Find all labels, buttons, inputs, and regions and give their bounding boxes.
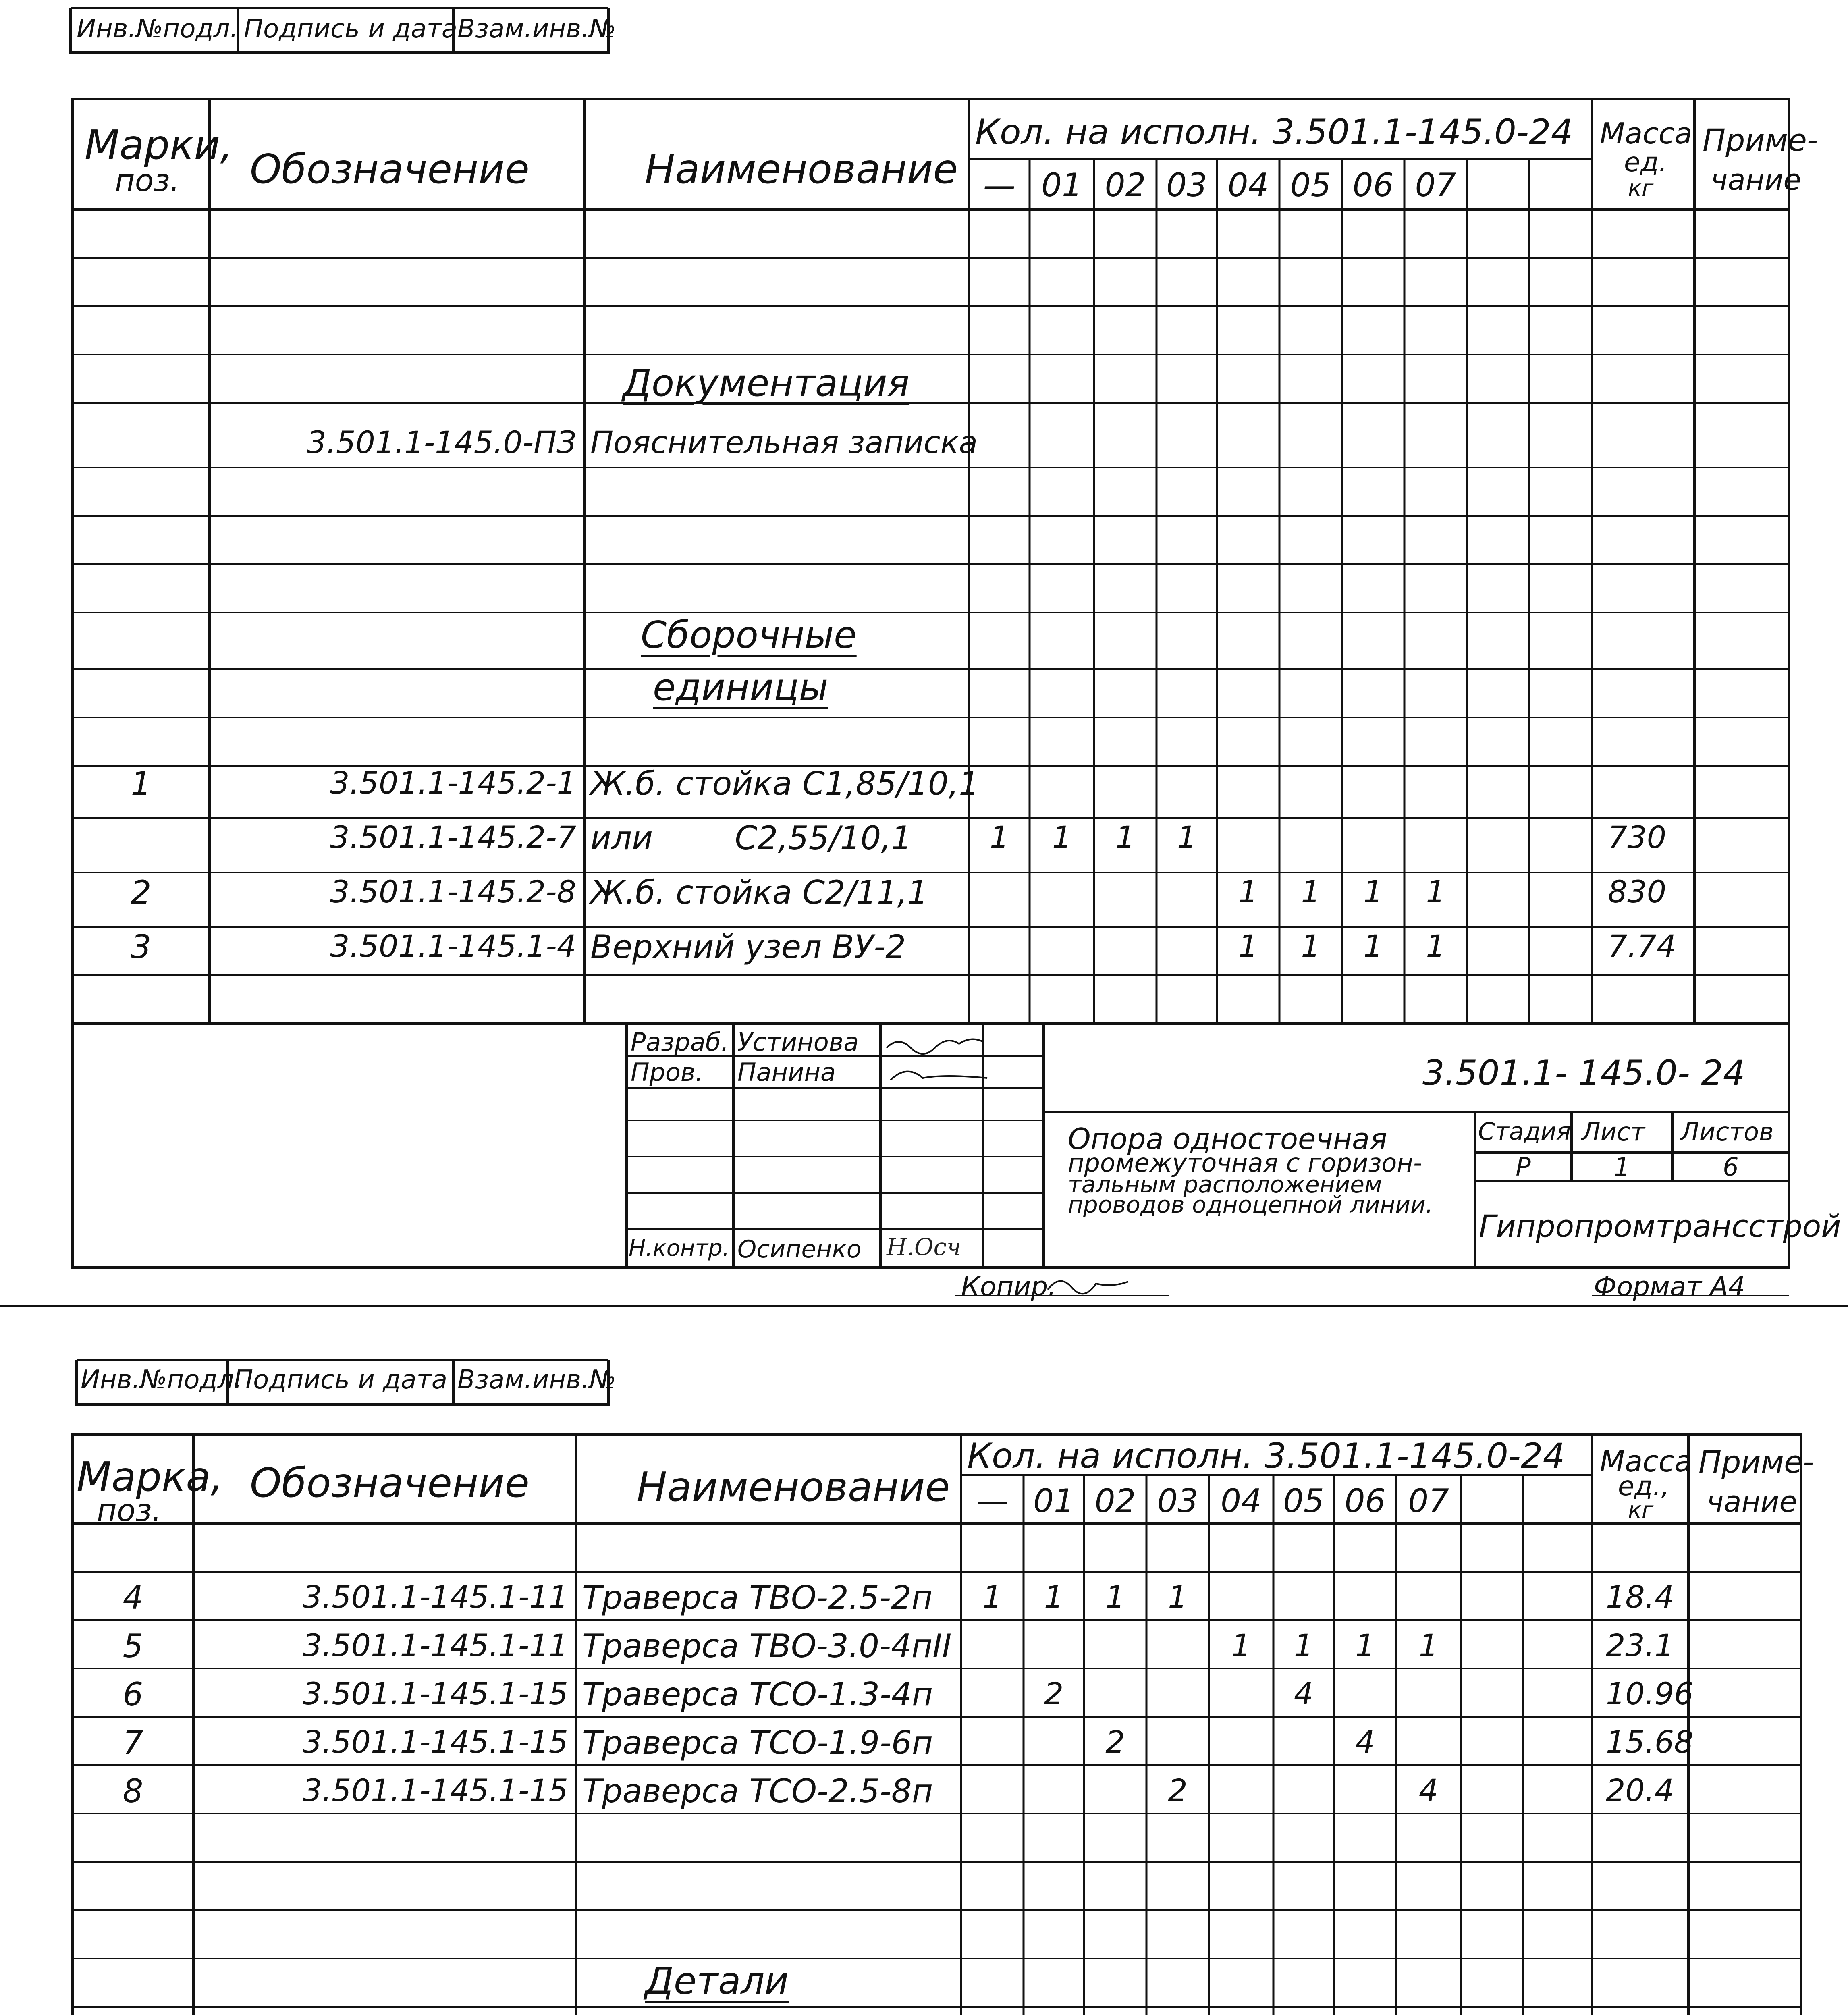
header-prim: Приме- (1703, 122, 1818, 158)
header-oboz-2: Обозначение (250, 1459, 529, 1506)
header-qty-col: 03 (1166, 166, 1207, 204)
row-oboz: 3.501.1-145.1-15 (302, 1772, 568, 1808)
row-qty: 2 (1044, 1676, 1064, 1712)
tb-list: Лист (1582, 1117, 1645, 1147)
tb-razrab-name: Устинова (737, 1027, 859, 1057)
header-qty-col: 01 (1033, 1482, 1074, 1520)
header-qty-col: 07 (1415, 166, 1456, 204)
tb-name-4: проводов одноцепной линии. (1068, 1191, 1433, 1218)
row-naim: Верхний узел ВУ-2 (590, 928, 906, 966)
header-qty-col: 06 (1344, 1482, 1386, 1520)
tb-code: 3.501.1- 145.0- 24 (1422, 1053, 1745, 1093)
row-qty: 1 (989, 819, 1009, 855)
stamp-podpis: Подпись и дата (244, 14, 458, 44)
header-massa: Масса (1600, 116, 1692, 150)
row-massa: 10.96 (1606, 1676, 1694, 1712)
header-prim-2: Приме- (1698, 1444, 1814, 1480)
row-oboz: 3.501.1-145.2-1 (330, 765, 576, 801)
tb-prov: Пров. (631, 1057, 704, 1087)
row-qty: 1 (1231, 1627, 1251, 1663)
row-marka: 6 (123, 1676, 143, 1713)
header-massa-2: Масса (1600, 1444, 1692, 1478)
row-qty: 4 (1355, 1724, 1375, 1760)
row-massa: 20.4 (1606, 1772, 1674, 1808)
row-qty: 4 (1418, 1772, 1439, 1808)
header-poz-2: поз. (97, 1492, 162, 1528)
row-qty: 1 (1301, 874, 1321, 910)
row-qty: 1 (1238, 874, 1258, 910)
row-oboz: 3.501.1-145.1-11 (302, 1627, 568, 1663)
row-marka: 7 (123, 1724, 143, 1762)
header-marka-2: Марка, (77, 1453, 224, 1500)
footer-kopir: Копир. (961, 1271, 1057, 1302)
row-oboz: 3.501.1-145.1-4 (330, 928, 576, 964)
header-qty-col: — (983, 166, 1015, 204)
sheet-2-grid (0, 1322, 1848, 2015)
signature-nkontr: H.Осч (887, 1233, 961, 1261)
row-qty: 1 (982, 1579, 1002, 1615)
row-marka: 2 (131, 874, 152, 911)
row-naim: Пояснительная записка (590, 424, 978, 460)
row-qty: 2 (1105, 1724, 1125, 1760)
stamp-podpis-2: Подпись и дата (234, 1365, 448, 1395)
row-qty: 1 (1115, 819, 1135, 855)
row-naim: Траверса ТВО-3.0-4пII (582, 1627, 952, 1665)
tb-stadia: Стадия (1478, 1118, 1571, 1146)
header-massa-ed: ед. (1624, 147, 1667, 178)
row-qty: 1 (1418, 1627, 1439, 1663)
tb-list-value: 1 (1614, 1152, 1630, 1182)
header-qty-col: 05 (1290, 166, 1331, 204)
tb-name-2: промежуточная с горизон- (1068, 1148, 1422, 1178)
header-naim: Наименование (645, 145, 958, 193)
row-oboz: 3.501.1-145.2-7 (330, 819, 576, 855)
row-oboz: 3.501.1-145.1-11 (302, 1579, 568, 1615)
tb-org: Гипропромтрансстрой (1479, 1208, 1841, 1244)
row-qty: 1 (1052, 819, 1072, 855)
header-marka: Марки, (85, 121, 233, 168)
header-prim2-2: чание (1707, 1485, 1797, 1519)
header-qty-col: 02 (1105, 166, 1146, 204)
row-marka: 1 (131, 765, 152, 802)
row-naim: Траверса ТСО-1.9-6п (582, 1724, 933, 1762)
section-assembly: Сборочные (641, 613, 857, 656)
stamp-inv-podl-2: Инв.№подл. (81, 1365, 242, 1395)
tb-name-3: тальным расположением (1068, 1171, 1382, 1198)
header-naim-2: Наименование (637, 1463, 950, 1510)
row-massa: 18.4 (1606, 1579, 1674, 1615)
row-qty: 1 (1426, 928, 1445, 964)
header-qty-col: 07 (1408, 1482, 1449, 1520)
row-qty: 1 (1301, 928, 1321, 964)
sheet-2 (0, 1322, 1848, 2015)
section-details: Детали (645, 1959, 789, 2003)
header-qty-col: 04 (1227, 166, 1269, 204)
row-naim: Траверса ТВО-2.5-2п (582, 1579, 933, 1616)
row-marka: 3 (131, 928, 152, 966)
header-kol-2: Кол. на исполн. 3.501.1-145.0-24 (967, 1436, 1565, 1476)
header-massa-kg-2: кг (1628, 1497, 1654, 1523)
row-oboz: 3.501.1-145.0-ПЗ (307, 424, 576, 460)
row-naim: Ж.б. стойка С1,85/10,1 (590, 765, 980, 802)
row-qty: 1 (1355, 1627, 1375, 1663)
row-qty: 1 (1044, 1579, 1064, 1615)
row-qty: 1 (1168, 1579, 1188, 1615)
header-qty-col: 05 (1283, 1482, 1324, 1520)
row-qty: 1 (1426, 874, 1445, 910)
row-naim: или С2,55/10,1 (590, 819, 912, 857)
header-qty-col: 01 (1041, 166, 1082, 204)
tb-listov-value: 6 (1723, 1152, 1739, 1182)
stamp-vzam: Взам.инв.№ (457, 14, 616, 44)
section-assembly-2: единицы (653, 666, 828, 709)
row-qty: 1 (1363, 874, 1383, 910)
row-massa: 15.68 (1606, 1724, 1694, 1760)
row-qty: 1 (1294, 1627, 1314, 1663)
row-oboz: 3.501.1-145.1-15 (302, 1724, 568, 1760)
row-naim: Траверса ТСО-1.3-4п (582, 1676, 933, 1713)
row-massa: 830 (1608, 874, 1667, 910)
row-massa: 23.1 (1606, 1627, 1674, 1663)
row-naim: Траверса ТСО-2.5-8п (582, 1772, 933, 1810)
tb-stadia-value: Р (1516, 1152, 1531, 1182)
row-naim: Ж.б. стойка С2/11,1 (590, 874, 928, 911)
row-qty: 2 (1168, 1772, 1188, 1808)
header-massa-ed-2: ед., (1618, 1471, 1670, 1502)
tb-nkontr: Н.контр. (629, 1235, 730, 1261)
header-qty-col: 06 (1352, 166, 1394, 204)
row-qty: 1 (1238, 928, 1258, 964)
header-massa-kg: кг (1628, 175, 1654, 202)
header-oboz: Обозначение (250, 145, 529, 193)
row-qty: 1 (1363, 928, 1383, 964)
stamp-inv-podl: Инв.№подл. (77, 14, 238, 44)
section-documentation: Документация (623, 361, 910, 405)
header-qty-col: 02 (1094, 1482, 1136, 1520)
row-marka: 5 (123, 1627, 143, 1665)
tb-prov-name: Панина (737, 1057, 836, 1087)
row-marka: 4 (123, 1579, 143, 1616)
header-qty-col: 03 (1157, 1482, 1198, 1520)
stamp-vzam-2: Взам.инв.№ (457, 1365, 616, 1395)
header-poz: поз. (115, 162, 180, 198)
tb-listov: Листов (1680, 1117, 1774, 1147)
row-marka: 8 (123, 1772, 143, 1810)
tb-name-1: Опора одностоечная (1068, 1122, 1387, 1156)
row-qty: 1 (1177, 819, 1197, 855)
row-oboz: 3.501.1-145.1-15 (302, 1676, 568, 1712)
header-kol: Кол. на исполн. 3.501.1-145.0-24 (975, 112, 1573, 152)
footer-format: Формат А4 (1594, 1271, 1745, 1302)
tb-nkontr-name: Осипенко (737, 1235, 862, 1263)
header-prim2: чание (1711, 163, 1801, 197)
row-qty: 1 (1105, 1579, 1125, 1615)
tb-razrab: Разраб. (631, 1027, 729, 1057)
row-massa: 7.74 (1608, 928, 1676, 964)
header-qty-col: 04 (1221, 1482, 1262, 1520)
row-qty: 4 (1294, 1676, 1314, 1712)
row-massa: 730 (1608, 819, 1667, 855)
header-qty-col: — (976, 1482, 1009, 1520)
row-oboz: 3.501.1-145.2-8 (330, 874, 576, 910)
